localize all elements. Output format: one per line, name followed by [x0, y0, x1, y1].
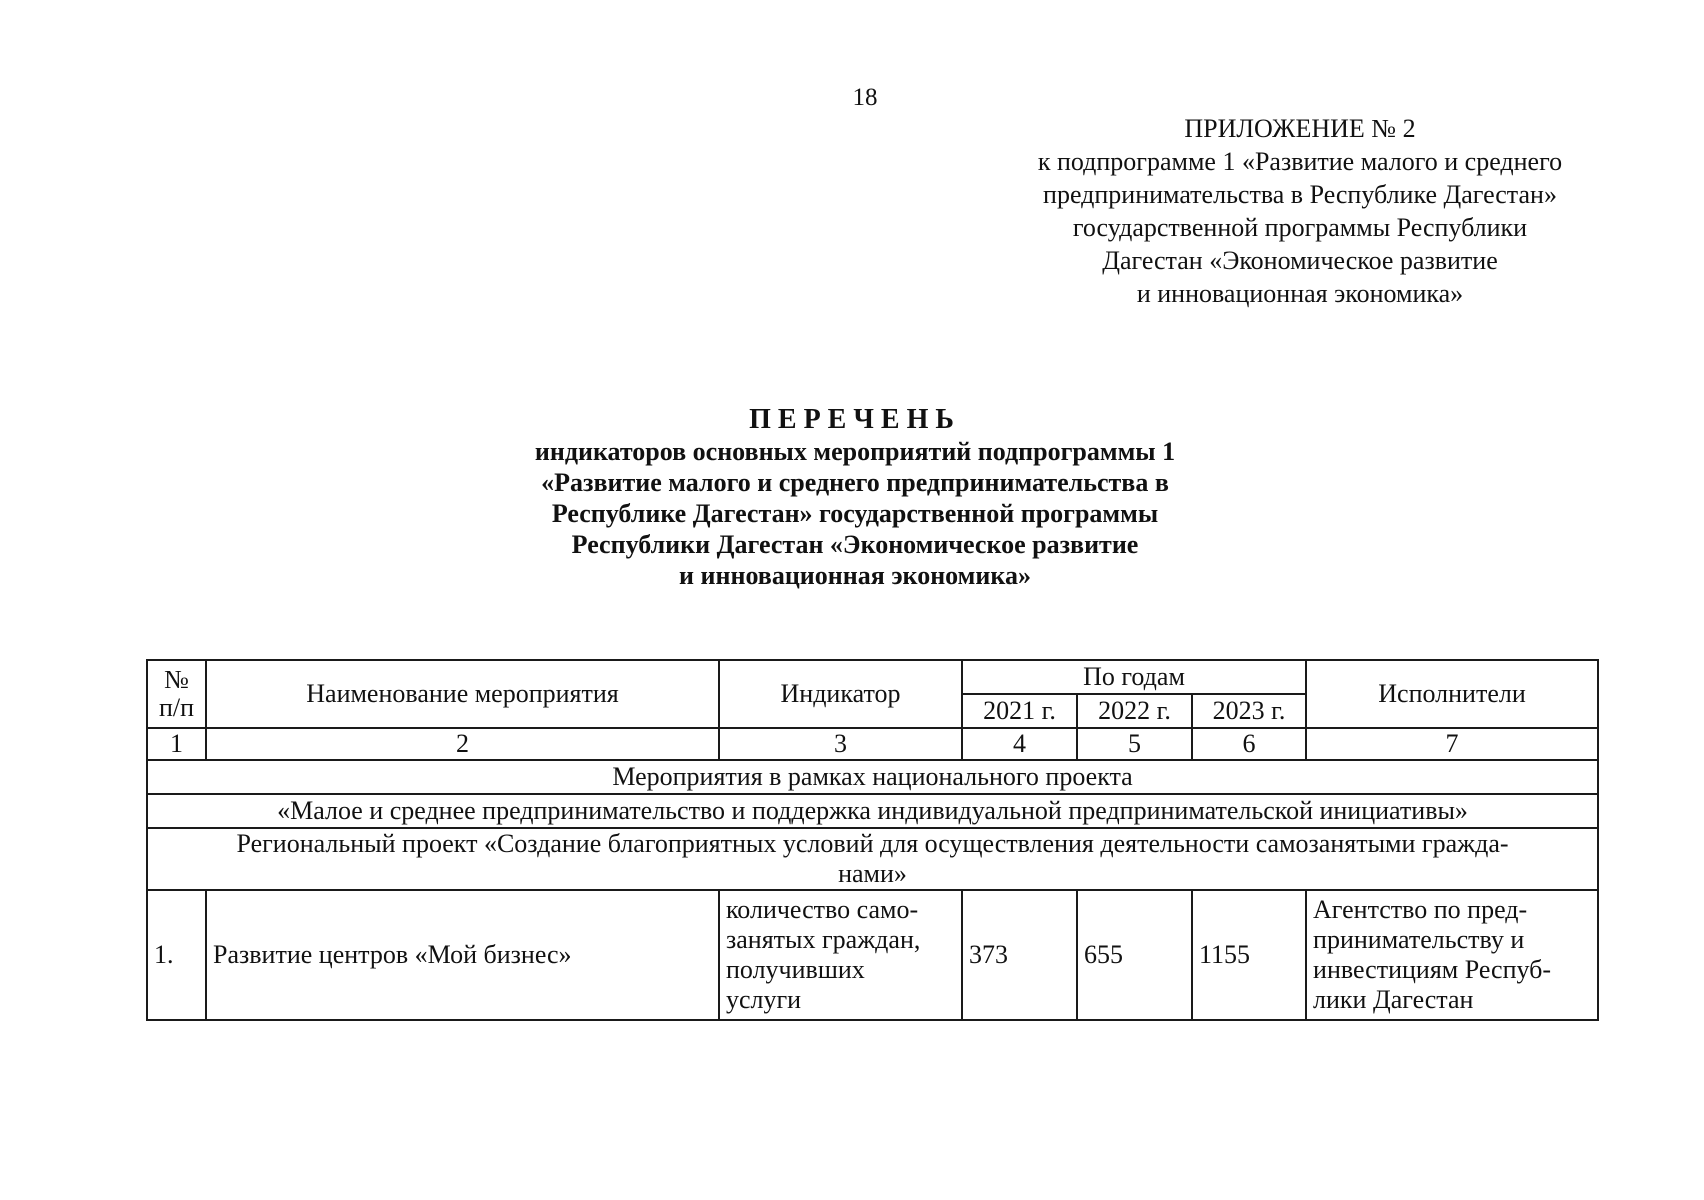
- appendix-line: к подпрограмме 1 «Развитие малого и среднего: [1037, 147, 1563, 176]
- header-year-2022: 2022 г.: [1077, 694, 1192, 728]
- document-subtitle-line: «Развитие малого и среднего предпринимательства в: [541, 468, 1169, 497]
- header-year-2023: 2023 г.: [1192, 694, 1306, 728]
- section-row: [147, 828, 1598, 890]
- row-number: 1.: [147, 890, 206, 1020]
- column-number: 3: [719, 728, 962, 760]
- section-national-project-name: «Малое и среднее предпринимательство и поддержка индивидуальной предпринимательской инициативы»: [147, 794, 1598, 828]
- document-heading: ПЕРЕЧЕНЬ: [749, 404, 961, 435]
- header-indicator: Индикатор: [719, 660, 962, 728]
- section-row: [147, 760, 1598, 794]
- table-header-row: [147, 660, 1598, 694]
- row-name: Развитие центров «Мой бизнес»: [206, 890, 719, 1020]
- column-number: 6: [1192, 728, 1306, 760]
- appendix-line: государственной программы Республики: [1072, 213, 1528, 242]
- row-value-2023: 1155: [1192, 890, 1306, 1020]
- column-number: 5: [1077, 728, 1192, 760]
- appendix-title: ПРИЛОЖЕНИЕ № 2: [1184, 114, 1416, 143]
- appendix-line: предпринимательства в Республике Дагестан»: [1043, 180, 1557, 209]
- page-number: 18: [852, 84, 878, 111]
- document-subtitle-line: и инновационная экономика»: [679, 561, 1031, 590]
- table-row: [147, 890, 1598, 1020]
- header-year-2021: 2021 г.: [962, 694, 1077, 728]
- header-executors: Исполнители: [1306, 660, 1598, 728]
- header-number: № п/п: [147, 660, 206, 728]
- section-national-project: Мероприятия в рамках национального проекта: [147, 760, 1598, 794]
- document-subtitle-line: Республики Дагестан «Экономическое развитие: [571, 530, 1139, 559]
- row-executor: Агентство по пред- принимательству и инвестициям Респуб- лики Дагестан: [1306, 890, 1598, 1020]
- appendix-block: [980, 112, 1620, 310]
- column-number: 2: [206, 728, 719, 760]
- row-indicator: количество само- занятых граждан, получивших услуги: [719, 890, 962, 1020]
- row-value-2021: 373: [962, 890, 1077, 1020]
- column-number: 7: [1306, 728, 1598, 760]
- document-title-block: [340, 404, 1370, 591]
- section-row: [147, 794, 1598, 828]
- document-subtitle-line: Республике Дагестан» государственной программы: [551, 499, 1159, 528]
- column-number: 1: [147, 728, 206, 760]
- header-name: Наименование мероприятия: [206, 660, 719, 728]
- section-regional-project: Региональный проект «Создание благоприятных условий для осуществления деятельности самозанятыми гражда- нами»: [147, 828, 1598, 890]
- column-numbers-row: [147, 728, 1598, 760]
- indicators-table: [146, 659, 1599, 1021]
- header-by-years: По годам: [962, 660, 1306, 694]
- appendix-line: и инновационная экономика»: [1136, 279, 1464, 308]
- column-number: 4: [962, 728, 1077, 760]
- row-value-2022: 655: [1077, 890, 1192, 1020]
- appendix-line: Дагестан «Экономическое развитие: [1102, 246, 1498, 275]
- document-subtitle-line: индикаторов основных мероприятий подпрограммы 1: [534, 437, 1176, 466]
